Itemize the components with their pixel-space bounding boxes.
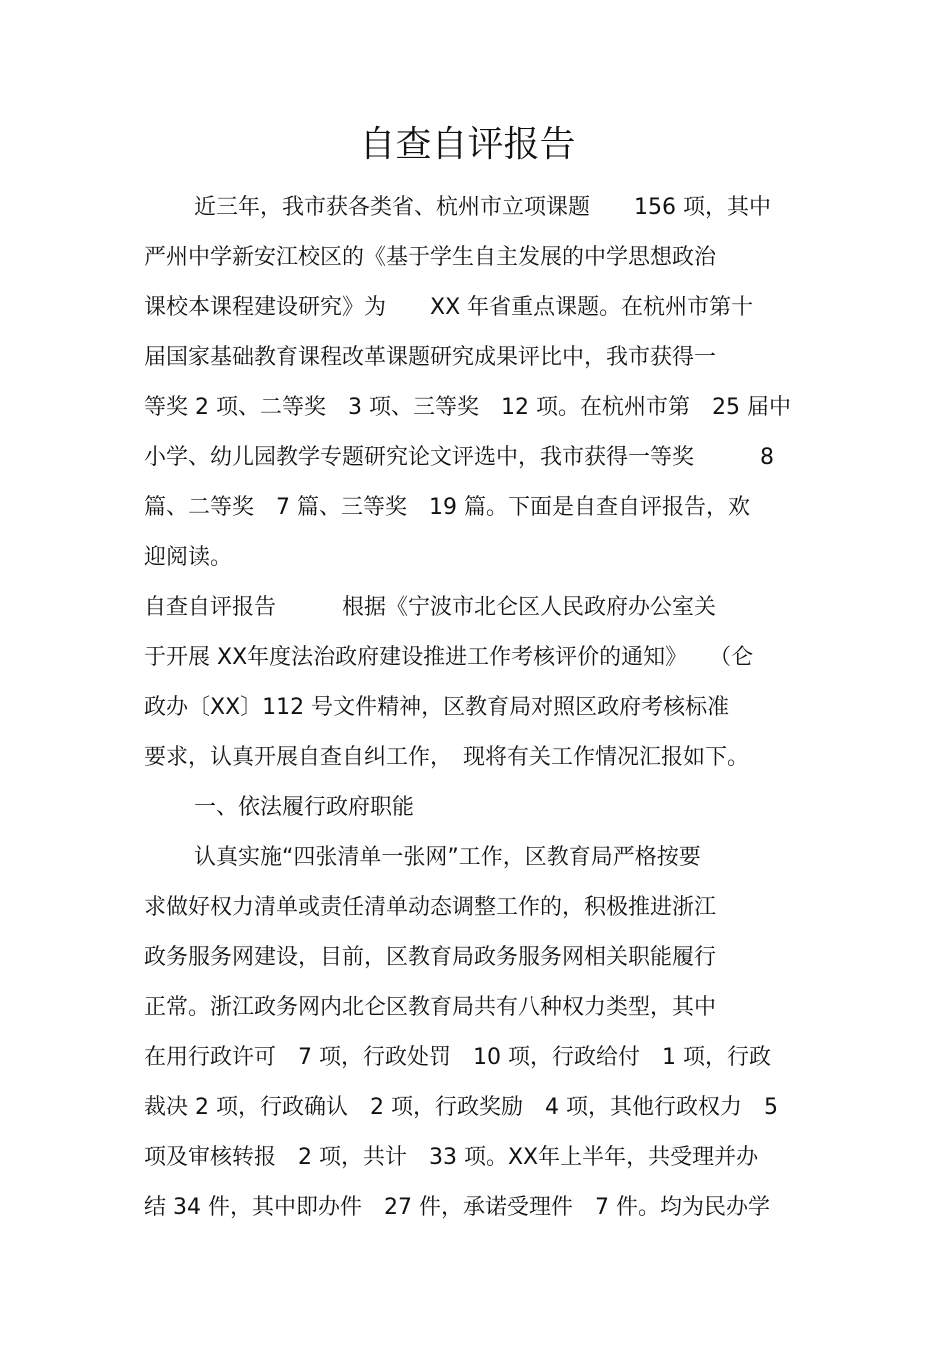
paragraph-line-17: 正常。浙江政务网内北仑区教育局共有八种权力类型，其中: [144, 995, 717, 1020]
paragraph-line-19: 裁决 2 项，行政确认 2 项，行政奖励 4 项，其他行政权力 5: [144, 1095, 778, 1120]
paragraph-line-7: 篇、二等奖 7 篇、三等奖 19 篇。下面是自查自评报告，欢: [144, 495, 750, 520]
paragraph-line-15: 求做好权力清单或责任清单动态调整工作的，积极推进浙江: [144, 895, 717, 920]
paragraph-line-2: 严州中学新安江校区的《基于学生自主发展的中学思想政治: [144, 245, 717, 270]
paragraph-line-20: 项及审核转报 2 项，共计 33 项。XX年上半年，共受理并办: [144, 1145, 759, 1170]
paragraph-line-16: 政务服务网建设，目前，区教育局政务服务网相关职能履行: [144, 945, 717, 970]
document-title: 自查自评报告: [359, 124, 576, 165]
section-heading: 一、依法履行政府职能: [194, 795, 415, 820]
paragraph-line-18: 在用行政许可 7 项，行政处罚 10 项，行政给付 1 项，行政: [144, 1045, 771, 1070]
paragraph-line-9: 自查自评报告 根据《宁波市北仑区人民政府办公室关: [144, 595, 717, 620]
paragraph-line-4: 届国家基础教育课程改革课题研究成果评比中，我市获得一: [144, 345, 717, 370]
paragraph-line-12: 要求，认真开展自查自纠工作， 现将有关工作情况汇报如下。: [144, 745, 750, 770]
paragraph-line-6: 小学、幼儿园教学专题研究论文评选中，我市获得一等奖 8: [144, 445, 774, 470]
paragraph-line-14: 认真实施“四张清单一张网”工作，区教育局严格按要: [194, 845, 701, 870]
paragraph-line-10: 于开展 XX年度法治政府建设推进工作考核评价的通知》 （仑: [144, 645, 754, 670]
paragraph-line-5: 等奖 2 项、二等奖 3 项、三等奖 12 项。在杭州市第 25 届中: [144, 395, 791, 420]
paragraph-line-11: 政办〔XX〕112 号文件精神，区教育局对照区政府考核标准: [144, 695, 730, 720]
paragraph-line-3: 课校本课程建设研究》为 XX 年省重点课题。在杭州市第十: [144, 295, 754, 320]
paragraph-line-8: 迎阅读。: [144, 545, 233, 570]
paragraph-line-1: 近三年，我市获各类省、杭州市立项课题 156 项，其中: [194, 195, 771, 220]
paragraph-line-21: 结 34 件，其中即办件 27 件，承诺受理件 7 件。均为民办学: [144, 1195, 770, 1220]
